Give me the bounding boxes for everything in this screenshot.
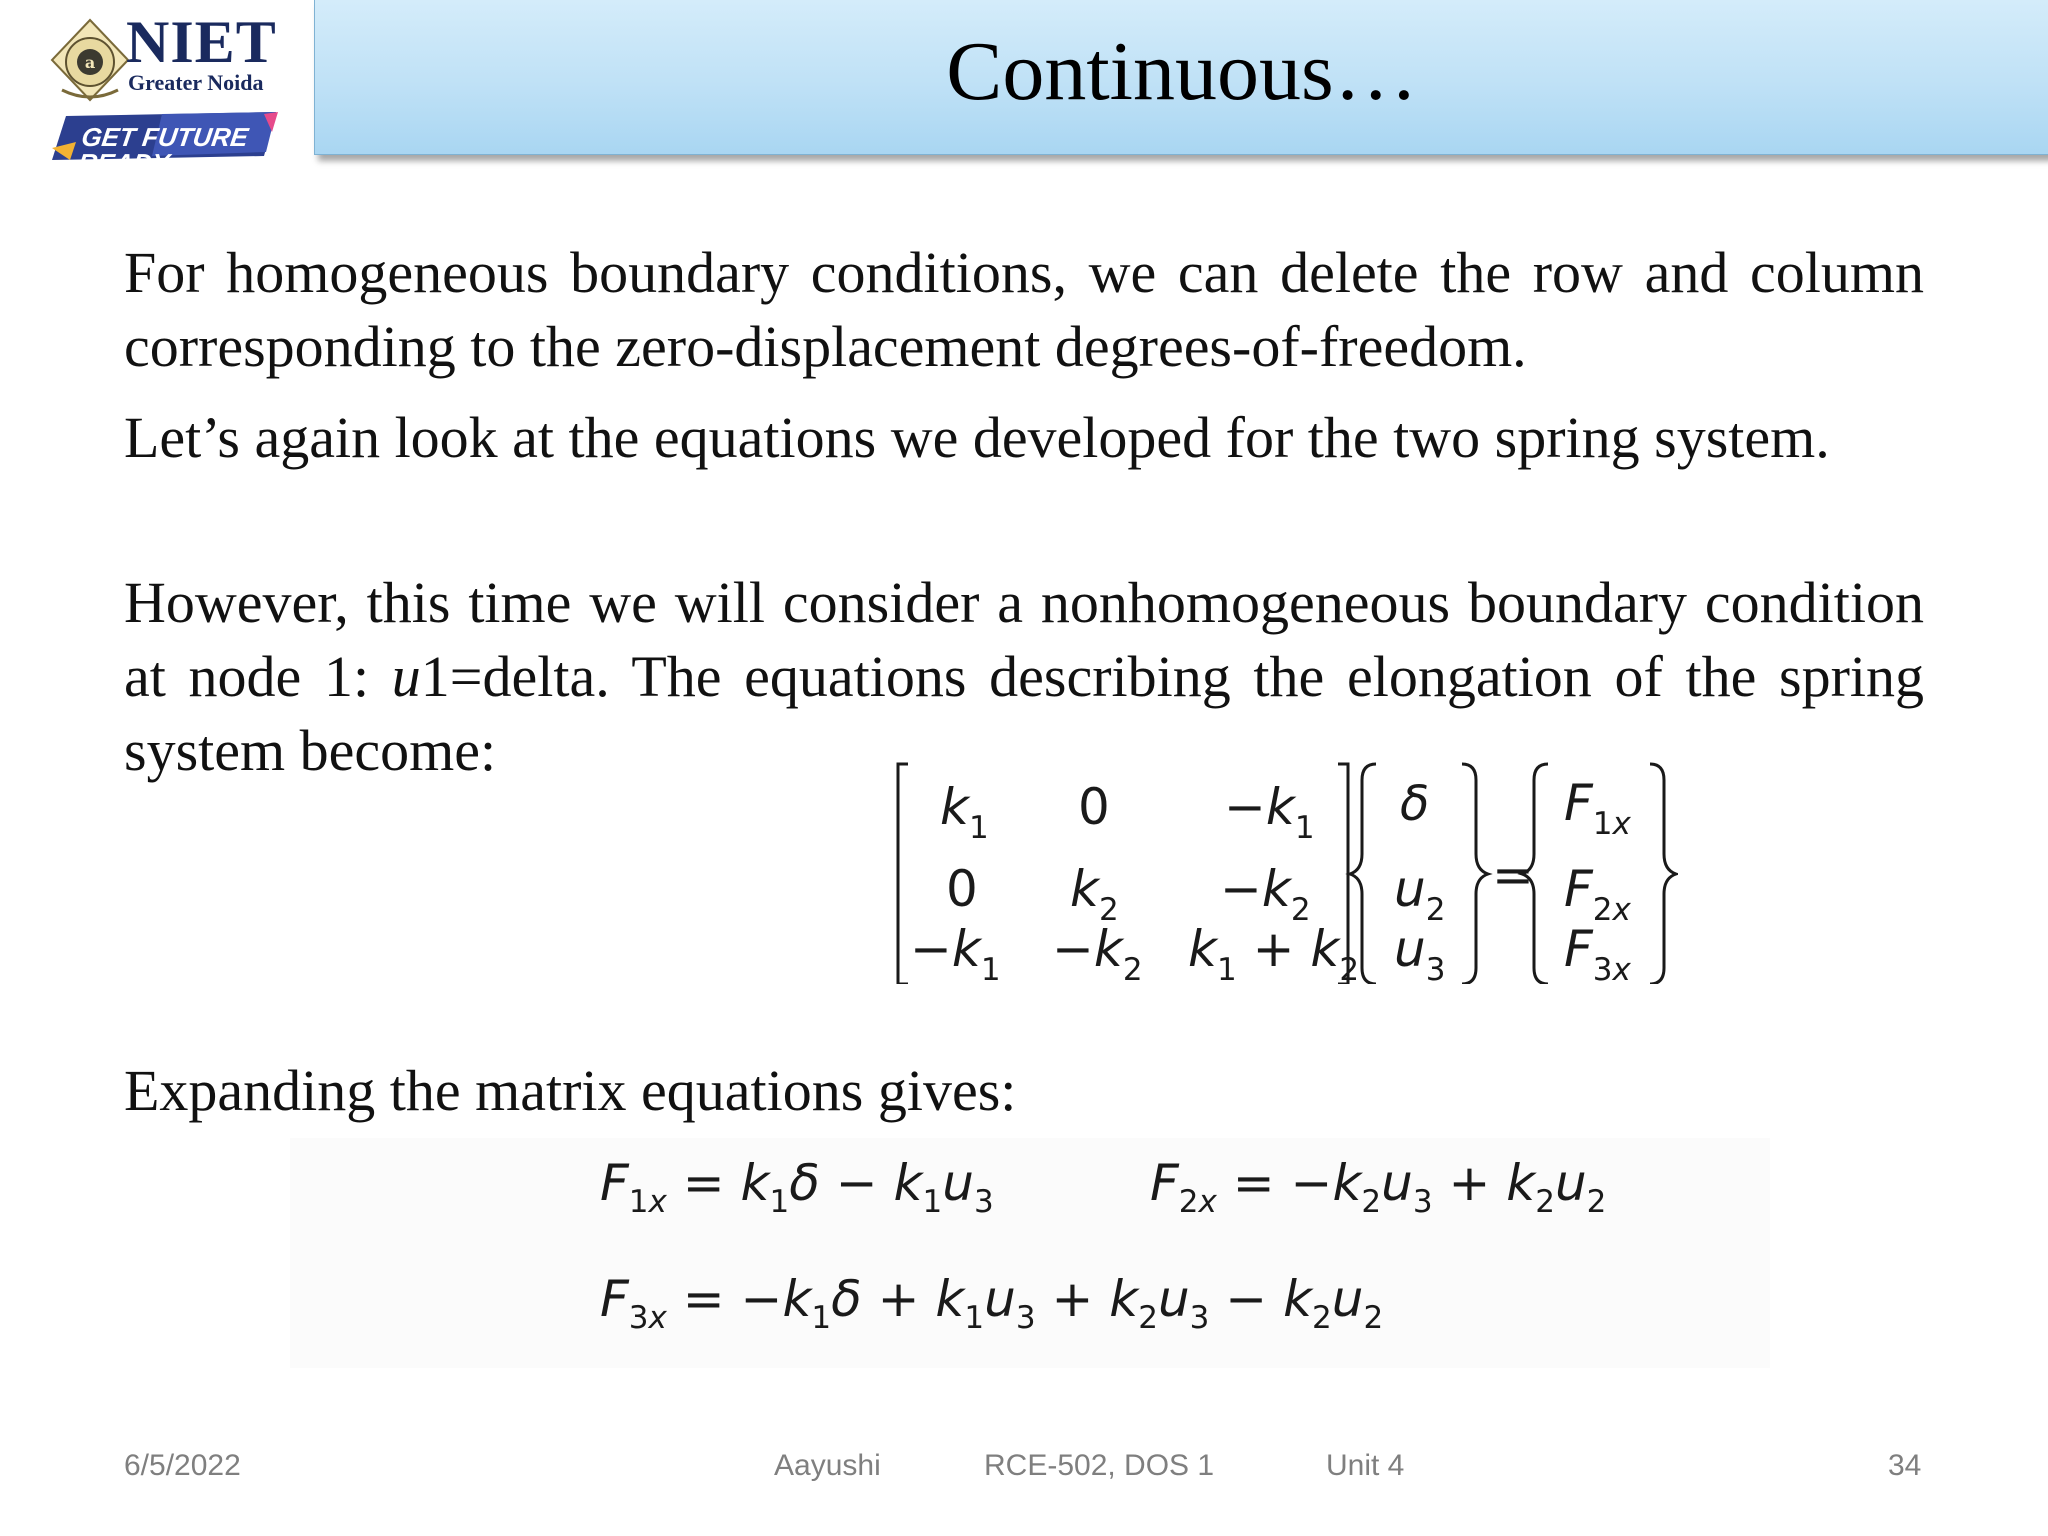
vector-right-brace bbox=[1462, 764, 1488, 984]
footer-unit: Unit 4 bbox=[1326, 1449, 1405, 1482]
matrix-cell: $k_1$ bbox=[940, 778, 989, 846]
equation-f2x: $F_{2x} = -k_2u_3 + k_2u_2$ bbox=[1150, 1154, 1607, 1220]
force-entry-f3x: $F_{3x}$ bbox=[1564, 920, 1631, 984]
paragraph-two-spring: Let’s again look at the equations we developed for the two spring system. bbox=[124, 405, 1830, 470]
matrix-cell: $-k_1$ bbox=[1224, 778, 1315, 846]
vector-entry-delta: δ bbox=[1400, 776, 1430, 832]
equals-sign: = bbox=[1492, 846, 1534, 904]
vector-entry-u2: $u_2$ bbox=[1394, 860, 1446, 928]
matrix-cell: $k_1 + k_2$ bbox=[1188, 920, 1360, 984]
footer-course: RCE-502, DOS 1 bbox=[984, 1449, 1215, 1482]
matrix-cell: 0 bbox=[946, 860, 978, 918]
college-seal-icon bbox=[48, 18, 132, 102]
matrix-cell: $-k_2$ bbox=[1052, 920, 1143, 984]
paragraph-nonhomogeneous-start: However, this time we will consider a nonhomogeneous boundary condition at node 1: bbox=[124, 570, 1924, 709]
matrix-equation bbox=[888, 754, 1678, 984]
niet-logo bbox=[30, 8, 300, 178]
footer-date: 6/5/2022 bbox=[124, 1449, 241, 1482]
matrix-left-bracket bbox=[898, 764, 908, 984]
force-right-brace bbox=[1650, 764, 1676, 984]
svg-text:a: a bbox=[84, 53, 96, 72]
vector-left-brace bbox=[1350, 764, 1376, 984]
footer-author: Aayushi bbox=[774, 1449, 881, 1482]
matrix-cell: $-k_2$ bbox=[1220, 860, 1311, 928]
equation-f1x: $F_{1x} = k_1\delta - k_1u_3$ bbox=[600, 1154, 994, 1220]
logo-tagline: GET FUTURE READY bbox=[76, 122, 251, 178]
logo-name: NIET bbox=[126, 9, 277, 75]
paragraph-expanding: Expanding the matrix equations gives: bbox=[124, 1058, 1017, 1123]
matrix-cell: 0 bbox=[1078, 778, 1110, 836]
paragraph-nonhomogeneous-end: 1=delta. The equations describing the elongation of the spring system become: bbox=[124, 644, 1925, 783]
matrix-cell: $k_2$ bbox=[1070, 860, 1119, 928]
slide-title: Continuous… bbox=[946, 25, 1418, 118]
vector-entry-u3: $u_3$ bbox=[1394, 920, 1446, 984]
node-displacement-variable: u bbox=[391, 644, 421, 709]
force-entry-f2x: $F_{2x}$ bbox=[1564, 860, 1631, 928]
equation-f3x: $F_{3x} = -k_1\delta + k_1u_3 + k_2u_3 - k_2u_2$ bbox=[600, 1270, 1384, 1336]
matrix-cell: $-k_1$ bbox=[910, 920, 1001, 984]
footer-page-number: 34 bbox=[1888, 1449, 1922, 1482]
logo-subtitle: Greater Noida bbox=[128, 70, 264, 95]
force-entry-f1x: $F_{1x}$ bbox=[1564, 774, 1631, 842]
title-bar bbox=[314, 0, 2048, 155]
paragraph-homogeneous: For homogeneous boundary conditions, we can delete the row and column corresponding to the zero-displacement degrees-of-freedom. bbox=[124, 240, 1924, 379]
